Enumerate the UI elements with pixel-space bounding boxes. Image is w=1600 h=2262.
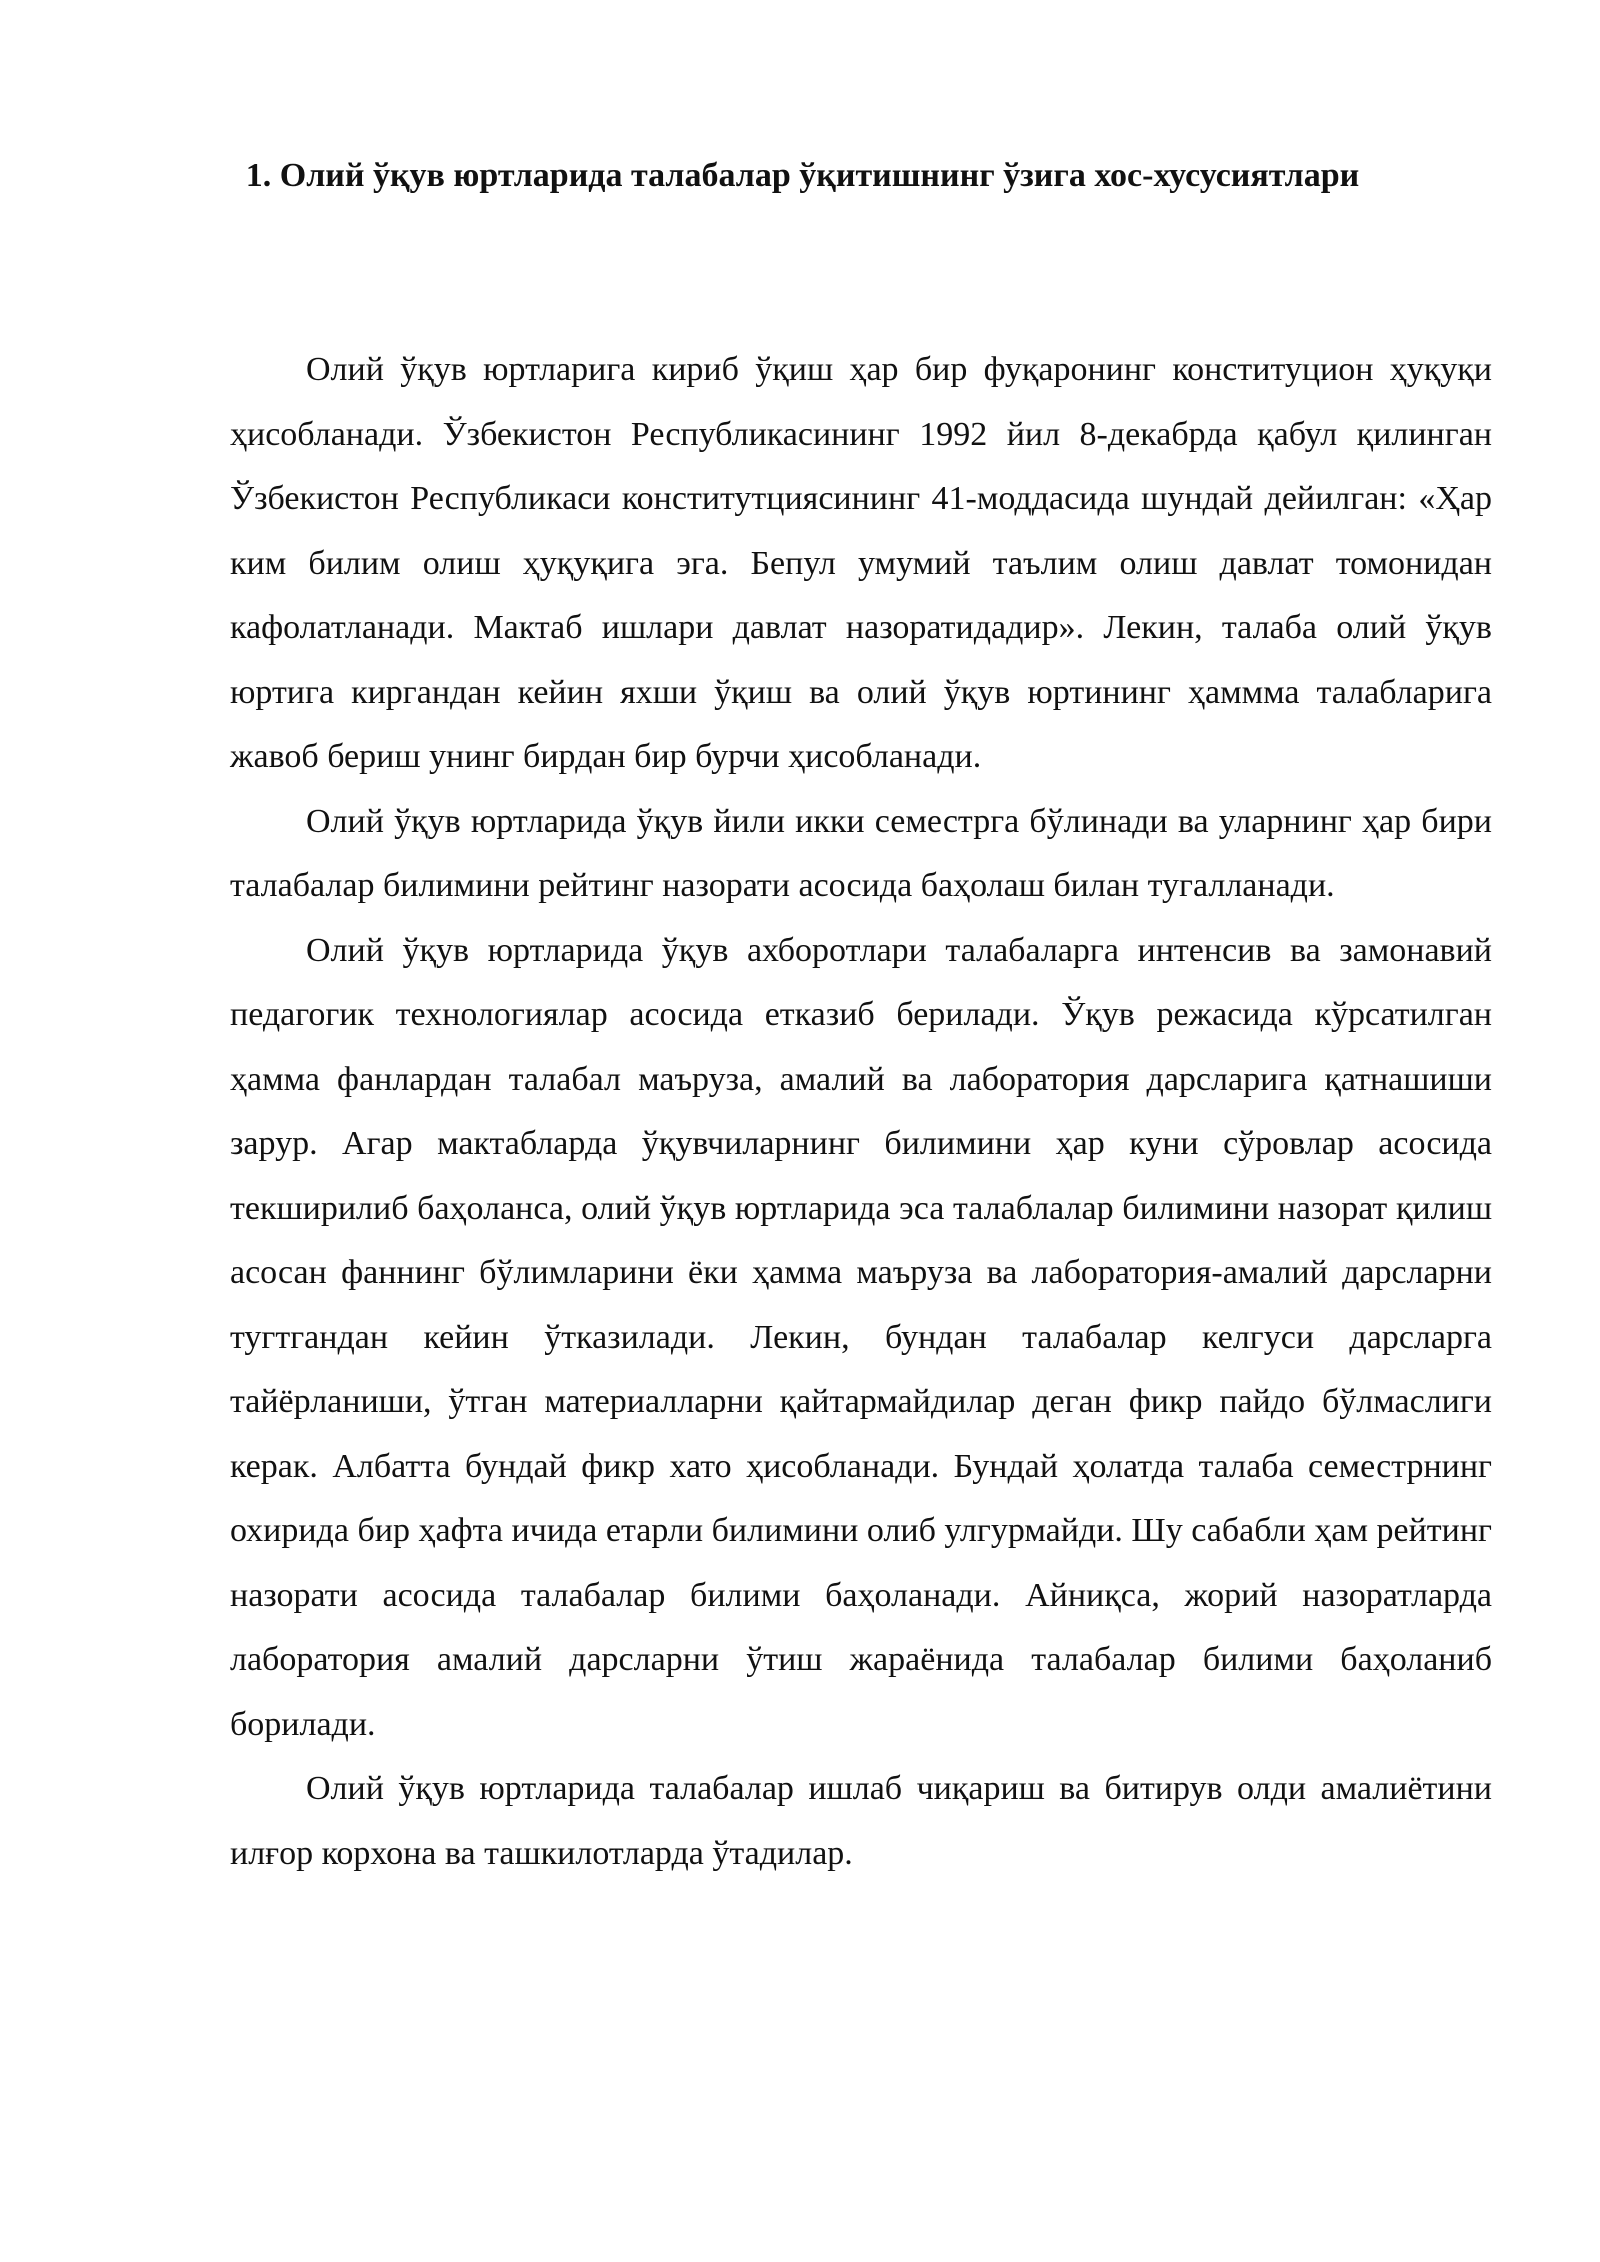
paragraph-2: Олий ўқув юртларида ўқув йили икки семестрга бўлинади ва уларнинг ҳар бири талабалар билимини рейтинг назорати асосида баҳолаш билан тугалланади. — [230, 802, 1492, 904]
document-body — [230, 338, 1492, 1886]
section-heading: 1. Олий ўқув юртларида талабалар ўқитишнинг ўзига хос-хусусиятлари — [245, 157, 1360, 194]
paragraph-4: Олий ўқув юртларида талабалар ишлаб чиқариш ва битирув олди амалиётини илғор корхона ва ташкилотларда ўтадилар. — [230, 1770, 1492, 1872]
paragraph-1: Олий ўқув юртларига кириб ўқиш ҳар бир фуқаронинг конституцион ҳуқуқи ҳисобланади. Ўзбекистон Республикасининг 1992 йил 8-декабрда қабул қилинган Ўзбекистон Республикаси конститутциясининг 41-моддасида шундай дейилган: «Ҳар ким билим олиш ҳуқуқига эга. Бепул умумий таълим олиш давлат томонидан кафолатланади. Мактаб ишлари давлат назоратидадир». Лекин, талаба олий ўқув юртига киргандан кейин яхши ўқиш ва олий ўқув юртининг ҳаммма талабларига жавоб бериш унинг бирдан бир бурчи ҳисобланади. — [230, 351, 1492, 775]
paragraph-3: Олий ўқув юртларида ўқув ахборотлари талабаларга интенсив ва замонавий педагогик технологиялар асосида етказиб берилади. Ўқув режасида кўрсатилган ҳамма фанлардан талабал маъруза, амалий ва лаборатория дарсларига қатнашиши зарур. Агар мактабларда ўқувчиларнинг билимини ҳар куни сўровлар асосида текширилиб баҳоланса, олий ўқув юртларида эса талаблалар билимини назорат қилиш асосан фаннинг бўлимларини ёки ҳамма маъруза ва лаборатория-амалий дарсларни тугтгандан кейин ўтказилади. Лекин, бундан талабалар келгуси дарсларга тайёрланиши, ўтган материалларни қайтармайдилар деган фикр пайдо бўлмаслиги керак. Албатта бундай фикр хато ҳисобланади. Бундай ҳолатда талаба семестрнинг охирида бир ҳафта ичида етарли билимини олиб улгурмайди. Шу сабабли ҳам рейтинг назорати асосида талабалар билими баҳоланади. Айниқса, жорий назоратларда лаборатория амалий дарсларни ўтиш жараёнида талабалар билими баҳоланиб борилади. — [230, 931, 1492, 1743]
